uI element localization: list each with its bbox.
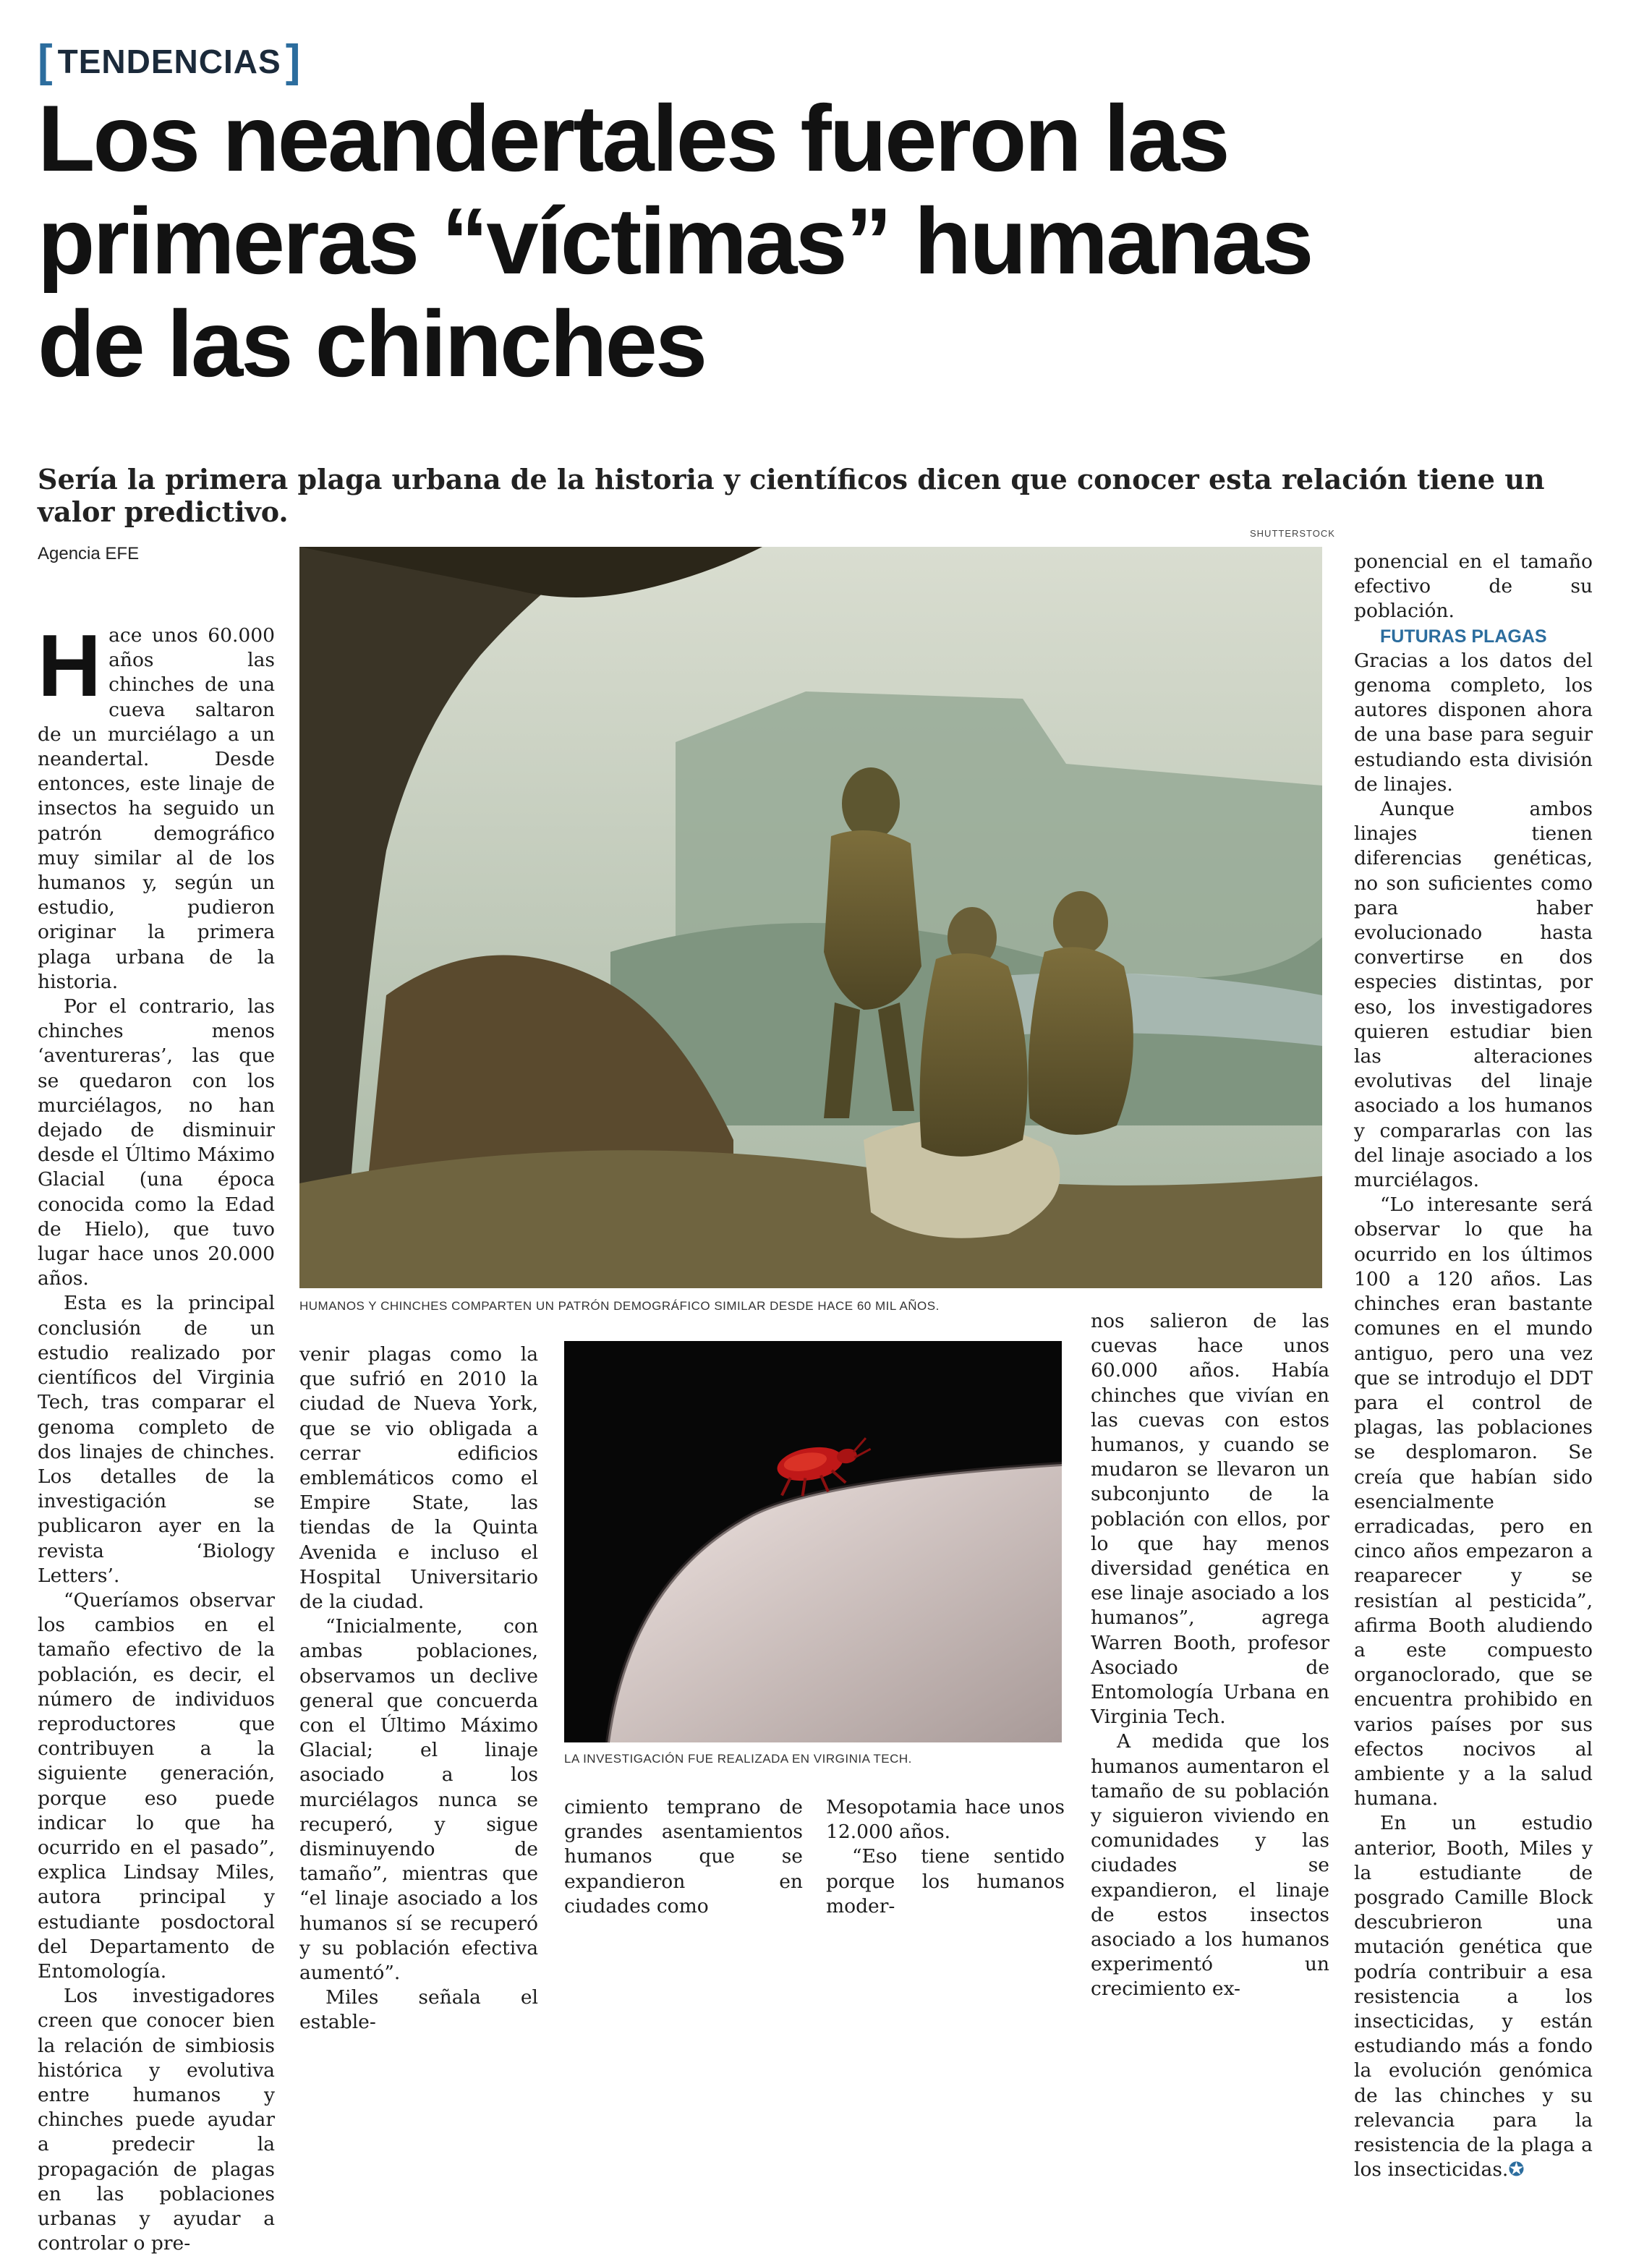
article-column-3 [564,1795,803,1933]
photo1-caption: HUMANOS Y CHINCHES COMPARTEN UN PATRÓN DEMOGRÁFICO SIMILAR DESDE HACE 60 MIL AÑOS. [299,1299,940,1313]
paragraph-7: “Inicialmente, con ambas poblaciones, observamos un declive general que concuerda con el Último Máximo Glacial; el linaje asociado a los murciélagos nunca se recuperó, y sigue disminuyendo de tamaño”, mientras que “el linaje asociado a los humanos sí se recuperó y su población efectiva aumentó”. [299,1615,538,1985]
article-column-6 [1354,550,1593,2181]
byline: Agencia EFE [38,544,140,563]
paragraph-13: A medida que los humanos aumentaron el tamaño de su población y siguieron viviendo en comunidades y las ciudades se expandieron, el linaje de estos insectos asociado a los humanos experimentó un crecimiento ex- [1091,1730,1329,2001]
paragraph-9: cimiento temprano de grandes asentamientos humanos que se expandieron en ciudades como [564,1796,803,1917]
photo-credit: SHUTTERSTOCK [1250,528,1335,539]
section-bracket-close: ] [285,36,302,86]
headline [38,87,1629,395]
section-tag [38,38,301,85]
paragraph-14: ponencial en el tamaño efectivo de su población. [1354,550,1593,623]
paragraph-12: nos salieron de las cuevas hace unos 60.000 años. Había chinches que vivían en las cuevas con estos humanos, y cuando se mudaron se llevaron un subconjunto de la población con ellos, por lo que hay menos diversidad genética en ese linaje asociado a los humanos”, agrega Warren Booth, profesor Asociado de Entomología Urbana en Virginia Tech. [1091,1310,1329,1729]
bedbug-photo [564,1341,1062,1742]
headline-line-3: de las chinches [38,291,706,396]
neanderthal-diorama-photo [299,547,1322,1288]
bedbug-illustration [564,1341,1062,1742]
section-bracket-open: [ [38,36,54,86]
article-column-1 [38,616,275,2255]
section-label: TENDENCIAS [57,43,281,80]
diorama-illustration [299,547,1322,1288]
photo2-caption: LA INVESTIGACIÓN FUE REALIZADA EN VIRGINIA TECH. [564,1752,912,1766]
paragraph-17: “Lo interesante será observar lo que ha ocurrido en los últimos 100 a 120 años. Las chinches eran bastante comunes en el mundo antiguo, pero una vez que se introdujo el DDT para el control de plagas, las poblaciones se desplomaron. Se creía que habían sido esencialmente erradicadas, pero en cinco años empezaron a reaparecer y se resistían al pesticida”, afirma Booth aludiendo a este compuesto organoclorado, que se encuentra prohibido en varios países por sus efectos nocivos al ambiente y a la salud humana. [1354,1193,1593,1810]
paragraph-4: “Queríamos observar los cambios en el tamaño efectivo de la población, es decir, el número de individuos reproductores que contribuyen a la siguiente generación, porque eso puede indicar lo que ha ocurrido en el pasado”, explica Lindsay Miles, autora principal y estudiante posdoctoral del Departamento de Entomología. [38,1588,275,1983]
paragraph-16: Aunque ambos linajes tienen diferencias genéticas, no son suficientes como para haber evolucionado hasta convertirse en dos especies distintas, por eso, los investigadores quieren estudiar bien las alteraciones evolutivas del linaje asociado a los humanos y compararlas con las del linaje asociado a los murciélagos. [1354,798,1593,1192]
subhead-futuras-plagas: FUTURAS PLAGAS [1380,626,1547,647]
article-column-4 [826,1795,1065,1933]
paragraph-5: Los investigadores creen que conocer bien la relación de simbiosis histórica y evolutiva entre humanos y chinches puede ayudar a predecir la propagación de plagas en las poblaciones urbanas y ayudar a controlar o pre- [38,1985,275,2255]
paragraph-18 [1354,1811,1593,2182]
headline-line-2: primeras “víctimas” humanas [38,188,1312,294]
paragraph-15: Gracias a los datos del genoma completo, los autores disponen ahora de una base para seguir estudiando esta división de linajes. [1354,649,1593,796]
paragraph-3: Esta es la principal conclusión de un estudio realizado por científicos del Virginia Tech, tras comparar el genoma completo de dos linajes de chinches. Los detalles de la investigación se publicaron ayer en la revista ‘Biology Letters’. [38,1292,275,1587]
paragraph-11: “Eso tiene sentido porque los humanos moder- [826,1845,1065,1917]
paragraph-6: venir plagas como la que sufrió en 2010 la ciudad de Nueva York, que se vio obligada a cerrar edificios emblemáticos como el Empire State, las tiendas de la Quinta Avenida e incluso el Hospital Universitario de la ciudad. [299,1343,538,1614]
deck-subtitle: Sería la primera plaga urbana de la historia y científicos dicen que conocer esta relación tiene un valor predictivo. [38,463,1545,528]
headline-line-1: Los neandertales fueron las [38,85,1228,191]
paragraph-10: Mesopotamia hace unos 12.000 años. [826,1796,1065,1844]
article-column-5 [1091,1309,1329,2001]
paragraph-1-text: ace unos 60.000 años las chinches de una cueva saltaron de un murciélago a un neandertal. Desde entonces, este linaje de insectos ha seguido un patrón demográfico muy similar al de los humanos y, según un estudio, pudieron originar la primera plaga urbana de la historia. [38,624,275,993]
dropcap: H [38,616,102,715]
paragraph-1 [38,616,275,995]
paragraph-2: Por el contrario, las chinches menos ‘aventureras’, las que se quedaron con los murciélagos, no han dejado de disminuir desde el Último Máximo Glacial (una época conocida como la Edad de Hielo), que tuvo lugar hace unos 20.000 años. [38,995,275,1290]
paragraph-8: Miles señala el estable- [299,1986,538,2034]
article-column-2 [299,1342,538,2034]
paragraph-18-text: En un estudio anterior, Booth, Miles y la estudiante de posgrado Camille Block descubrieron una mutación genética que podría contribuir a esa resistencia a los insecticidas, y están estudiando más a fondo la evolución genómica de las chinches y su relevancia para la resistencia de la plaga a los insecticidas. [1354,1812,1593,2181]
end-mark-icon: ✪ [1508,2158,1525,2181]
